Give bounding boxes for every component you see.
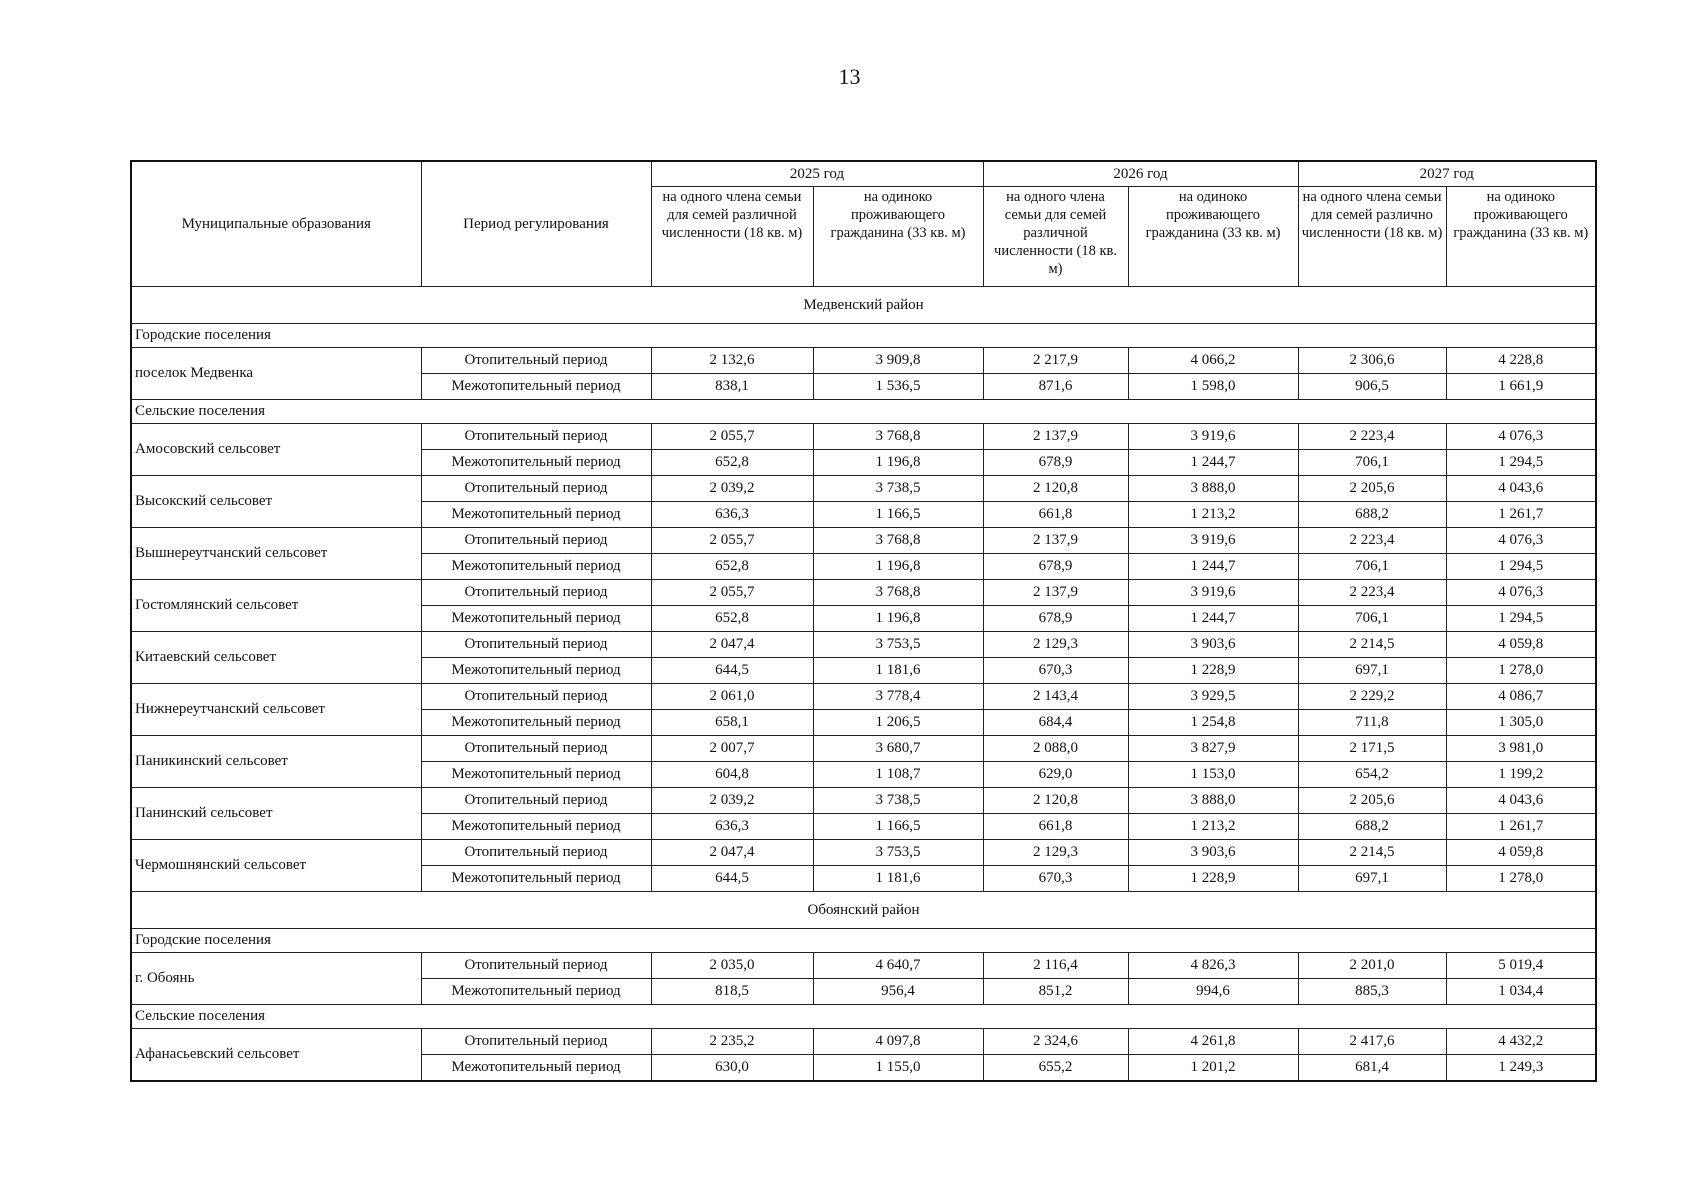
value-cell: 4 059,8	[1446, 632, 1596, 658]
settlement-name: Амосовский сельсовет	[131, 424, 421, 476]
value-cell: 2 129,3	[983, 840, 1128, 866]
settlement-name: Паникинский сельсовет	[131, 736, 421, 788]
value-cell: 2 214,5	[1298, 632, 1446, 658]
table-row	[131, 348, 1596, 374]
group-label: Городские поселения	[131, 324, 1596, 348]
value-cell: 670,3	[983, 658, 1128, 684]
value-cell: 2 120,8	[983, 788, 1128, 814]
value-cell: 1 305,0	[1446, 710, 1596, 736]
period-label: Межотопительный период	[421, 502, 651, 528]
period-label: Межотопительный период	[421, 1055, 651, 1082]
value-cell: 630,0	[651, 1055, 813, 1082]
value-cell: 871,6	[983, 374, 1128, 400]
settlement-name: г. Обоянь	[131, 953, 421, 1005]
value-cell: 3 981,0	[1446, 736, 1596, 762]
period-label: Отопительный период	[421, 580, 651, 606]
value-cell: 2 223,4	[1298, 424, 1446, 450]
header-single-2027: на одиноко проживающего гражданина (33 кв. м)	[1446, 187, 1596, 287]
value-cell: 2 324,6	[983, 1029, 1128, 1055]
district-row	[131, 892, 1596, 929]
value-cell: 654,2	[1298, 762, 1446, 788]
value-cell: 906,5	[1298, 374, 1446, 400]
value-cell: 678,9	[983, 450, 1128, 476]
value-cell: 678,9	[983, 606, 1128, 632]
header-per-member-2027: на одного члена семьи для семей различно численности (18 кв. м)	[1298, 187, 1446, 287]
period-label: Отопительный период	[421, 476, 651, 502]
district-row	[131, 287, 1596, 324]
settlement-name: Панинский сельсовет	[131, 788, 421, 840]
value-cell: 3 768,8	[813, 424, 983, 450]
value-cell: 2 116,4	[983, 953, 1128, 979]
value-cell: 2 120,8	[983, 476, 1128, 502]
value-cell: 684,4	[983, 710, 1128, 736]
period-label: Межотопительный период	[421, 979, 651, 1005]
value-cell: 4 432,2	[1446, 1029, 1596, 1055]
table-row	[131, 476, 1596, 502]
value-cell: 2 205,6	[1298, 476, 1446, 502]
header-year-2027: 2027 год	[1298, 161, 1596, 187]
value-cell: 3 929,5	[1128, 684, 1298, 710]
value-cell: 2 201,0	[1298, 953, 1446, 979]
value-cell: 636,3	[651, 502, 813, 528]
period-label: Межотопительный период	[421, 554, 651, 580]
value-cell: 4 228,8	[1446, 348, 1596, 374]
value-cell: 2 417,6	[1298, 1029, 1446, 1055]
value-cell: 1 661,9	[1446, 374, 1596, 400]
period-label: Межотопительный период	[421, 374, 651, 400]
period-label: Отопительный период	[421, 632, 651, 658]
value-cell: 1 196,8	[813, 606, 983, 632]
table-header	[131, 161, 1596, 287]
value-cell: 1 201,2	[1128, 1055, 1298, 1082]
value-cell: 4 097,8	[813, 1029, 983, 1055]
value-cell: 2 171,5	[1298, 736, 1446, 762]
value-cell: 1 278,0	[1446, 658, 1596, 684]
value-cell: 2 007,7	[651, 736, 813, 762]
value-cell: 1 213,2	[1128, 814, 1298, 840]
value-cell: 652,8	[651, 606, 813, 632]
value-cell: 3 768,8	[813, 528, 983, 554]
value-cell: 3 903,6	[1128, 632, 1298, 658]
period-label: Отопительный период	[421, 953, 651, 979]
header-year-2026: 2026 год	[983, 161, 1298, 187]
value-cell: 697,1	[1298, 658, 1446, 684]
value-cell: 2 055,7	[651, 580, 813, 606]
table-row	[131, 1029, 1596, 1055]
value-cell: 2 306,6	[1298, 348, 1446, 374]
value-cell: 2 214,5	[1298, 840, 1446, 866]
period-label: Отопительный период	[421, 684, 651, 710]
value-cell: 3 827,9	[1128, 736, 1298, 762]
value-cell: 2 047,4	[651, 840, 813, 866]
value-cell: 2 039,2	[651, 476, 813, 502]
value-cell: 3 680,7	[813, 736, 983, 762]
value-cell: 658,1	[651, 710, 813, 736]
value-cell: 838,1	[651, 374, 813, 400]
settlement-name: Высокский сельсовет	[131, 476, 421, 528]
group-row	[131, 400, 1596, 424]
value-cell: 4 826,3	[1128, 953, 1298, 979]
value-cell: 2 235,2	[651, 1029, 813, 1055]
page-number: 13	[838, 64, 861, 89]
value-cell: 1 244,7	[1128, 606, 1298, 632]
value-cell: 2 055,7	[651, 424, 813, 450]
period-label: Межотопительный период	[421, 814, 651, 840]
settlement-name: Афанасьевский сельсовет	[131, 1029, 421, 1082]
period-label: Межотопительный период	[421, 658, 651, 684]
value-cell: 3 909,8	[813, 348, 983, 374]
header-year-2025: 2025 год	[651, 161, 983, 187]
group-row	[131, 1005, 1596, 1029]
value-cell: 1 181,6	[813, 658, 983, 684]
group-row	[131, 324, 1596, 348]
value-cell: 1 196,8	[813, 554, 983, 580]
table-row	[131, 684, 1596, 710]
settlement-name: Нижнереутчанский сельсовет	[131, 684, 421, 736]
value-cell: 1 278,0	[1446, 866, 1596, 892]
value-cell: 678,9	[983, 554, 1128, 580]
value-cell: 1 181,6	[813, 866, 983, 892]
value-cell: 3 919,6	[1128, 528, 1298, 554]
value-cell: 2 061,0	[651, 684, 813, 710]
value-cell: 1 166,5	[813, 502, 983, 528]
value-cell: 655,2	[983, 1055, 1128, 1082]
value-cell: 1 244,7	[1128, 554, 1298, 580]
period-label: Межотопительный период	[421, 710, 651, 736]
value-cell: 1 228,9	[1128, 866, 1298, 892]
period-label: Отопительный период	[421, 424, 651, 450]
value-cell: 2 039,2	[651, 788, 813, 814]
value-cell: 1 261,7	[1446, 814, 1596, 840]
value-cell: 851,2	[983, 979, 1128, 1005]
value-cell: 4 043,6	[1446, 788, 1596, 814]
tariff-table	[130, 160, 1597, 1082]
value-cell: 644,5	[651, 866, 813, 892]
period-label: Отопительный период	[421, 788, 651, 814]
value-cell: 1 294,5	[1446, 606, 1596, 632]
period-label: Отопительный период	[421, 840, 651, 866]
value-cell: 818,5	[651, 979, 813, 1005]
value-cell: 3 768,8	[813, 580, 983, 606]
value-cell: 670,3	[983, 866, 1128, 892]
value-cell: 711,8	[1298, 710, 1446, 736]
value-cell: 5 019,4	[1446, 953, 1596, 979]
value-cell: 681,4	[1298, 1055, 1446, 1082]
value-cell: 2 137,9	[983, 580, 1128, 606]
value-cell: 3 888,0	[1128, 476, 1298, 502]
value-cell: 956,4	[813, 979, 983, 1005]
period-label: Отопительный период	[421, 528, 651, 554]
table-row	[131, 840, 1596, 866]
value-cell: 3 888,0	[1128, 788, 1298, 814]
value-cell: 1 249,3	[1446, 1055, 1596, 1082]
value-cell: 1 166,5	[813, 814, 983, 840]
period-label: Отопительный период	[421, 736, 651, 762]
value-cell: 604,8	[651, 762, 813, 788]
settlement-name: Гостомлянский сельсовет	[131, 580, 421, 632]
group-label: Городские поселения	[131, 929, 1596, 953]
period-label: Отопительный период	[421, 1029, 651, 1055]
value-cell: 1 155,0	[813, 1055, 983, 1082]
value-cell: 1 228,9	[1128, 658, 1298, 684]
value-cell: 652,8	[651, 554, 813, 580]
value-cell: 885,3	[1298, 979, 1446, 1005]
value-cell: 2 088,0	[983, 736, 1128, 762]
table-row	[131, 953, 1596, 979]
header-municipality: Муниципальные образования	[131, 161, 421, 287]
period-label: Межотопительный период	[421, 762, 651, 788]
settlement-name: поселок Медвенка	[131, 348, 421, 400]
value-cell: 2 229,2	[1298, 684, 1446, 710]
value-cell: 1 213,2	[1128, 502, 1298, 528]
settlement-name: Вышнереутчанский сельсовет	[131, 528, 421, 580]
value-cell: 1 294,5	[1446, 554, 1596, 580]
value-cell: 4 076,3	[1446, 580, 1596, 606]
value-cell: 2 143,4	[983, 684, 1128, 710]
value-cell: 1 598,0	[1128, 374, 1298, 400]
table-row	[131, 632, 1596, 658]
value-cell: 661,8	[983, 814, 1128, 840]
header-per-member-2026: на одного члена семьи для семей различной численности (18 кв. м)	[983, 187, 1128, 287]
value-cell: 629,0	[983, 762, 1128, 788]
value-cell: 2 132,6	[651, 348, 813, 374]
district-name: Медвенский район	[131, 287, 1596, 324]
value-cell: 1 206,5	[813, 710, 983, 736]
value-cell: 1 108,7	[813, 762, 983, 788]
value-cell: 1 196,8	[813, 450, 983, 476]
group-label: Сельские поселения	[131, 1005, 1596, 1029]
value-cell: 3 903,6	[1128, 840, 1298, 866]
period-label: Межотопительный период	[421, 606, 651, 632]
value-cell: 4 043,6	[1446, 476, 1596, 502]
value-cell: 706,1	[1298, 450, 1446, 476]
value-cell: 1 034,4	[1446, 979, 1596, 1005]
value-cell: 3 738,5	[813, 788, 983, 814]
value-cell: 636,3	[651, 814, 813, 840]
value-cell: 706,1	[1298, 554, 1446, 580]
table-row	[131, 788, 1596, 814]
value-cell: 661,8	[983, 502, 1128, 528]
value-cell: 644,5	[651, 658, 813, 684]
value-cell: 2 035,0	[651, 953, 813, 979]
value-cell: 1 294,5	[1446, 450, 1596, 476]
value-cell: 1 153,0	[1128, 762, 1298, 788]
value-cell: 4 261,8	[1128, 1029, 1298, 1055]
value-cell: 2 137,9	[983, 528, 1128, 554]
group-label: Сельские поселения	[131, 400, 1596, 424]
value-cell: 4 640,7	[813, 953, 983, 979]
header-single-2025: на одиноко проживающего гражданина (33 кв. м)	[813, 187, 983, 287]
value-cell: 3 778,4	[813, 684, 983, 710]
value-cell: 4 066,2	[1128, 348, 1298, 374]
table-row	[131, 736, 1596, 762]
district-name: Обоянский район	[131, 892, 1596, 929]
period-label: Межотопительный период	[421, 866, 651, 892]
value-cell: 2 137,9	[983, 424, 1128, 450]
value-cell: 1 199,2	[1446, 762, 1596, 788]
value-cell: 1 244,7	[1128, 450, 1298, 476]
settlement-name: Чермошнянский сельсовет	[131, 840, 421, 892]
header-per-member-2025: на одного члена семьи для семей различной численности (18 кв. м)	[651, 187, 813, 287]
value-cell: 994,6	[1128, 979, 1298, 1005]
table-row	[131, 528, 1596, 554]
value-cell: 2 055,7	[651, 528, 813, 554]
value-cell: 4 076,3	[1446, 528, 1596, 554]
table-row	[131, 580, 1596, 606]
tariff-table-container	[130, 160, 1595, 1082]
value-cell: 2 205,6	[1298, 788, 1446, 814]
value-cell: 2 223,4	[1298, 528, 1446, 554]
period-label: Межотопительный период	[421, 450, 651, 476]
header-period: Период регулирования	[421, 161, 651, 287]
value-cell: 3 738,5	[813, 476, 983, 502]
value-cell: 706,1	[1298, 606, 1446, 632]
value-cell: 3 919,6	[1128, 424, 1298, 450]
value-cell: 688,2	[1298, 814, 1446, 840]
value-cell: 3 753,5	[813, 632, 983, 658]
value-cell: 652,8	[651, 450, 813, 476]
value-cell: 2 047,4	[651, 632, 813, 658]
value-cell: 4 076,3	[1446, 424, 1596, 450]
header-single-2026: на одиноко проживающего гражданина (33 кв. м)	[1128, 187, 1298, 287]
value-cell: 2 223,4	[1298, 580, 1446, 606]
value-cell: 4 086,7	[1446, 684, 1596, 710]
table-body	[131, 287, 1596, 1082]
value-cell: 3 919,6	[1128, 580, 1298, 606]
value-cell: 2 217,9	[983, 348, 1128, 374]
settlement-name: Китаевский сельсовет	[131, 632, 421, 684]
period-label: Отопительный период	[421, 348, 651, 374]
value-cell: 2 129,3	[983, 632, 1128, 658]
group-row	[131, 929, 1596, 953]
table-row	[131, 424, 1596, 450]
value-cell: 1 536,5	[813, 374, 983, 400]
value-cell: 1 261,7	[1446, 502, 1596, 528]
value-cell: 688,2	[1298, 502, 1446, 528]
value-cell: 4 059,8	[1446, 840, 1596, 866]
value-cell: 1 254,8	[1128, 710, 1298, 736]
value-cell: 3 753,5	[813, 840, 983, 866]
value-cell: 697,1	[1298, 866, 1446, 892]
